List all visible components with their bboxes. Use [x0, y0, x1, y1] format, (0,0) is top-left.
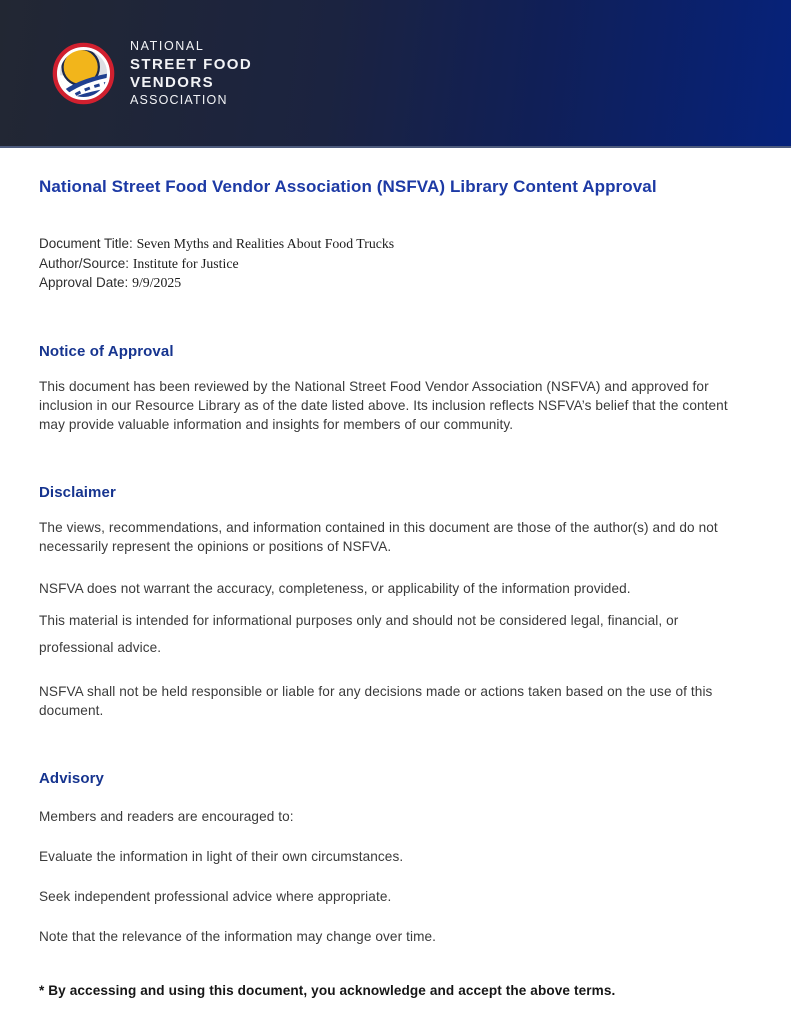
meta-approval-date-value: 9/9/2025	[132, 275, 182, 290]
logo-line-vendors: VENDORS	[130, 73, 214, 91]
section-advisory	[39, 770, 751, 946]
advisory-paragraph: Members and readers are encouraged to:	[39, 808, 294, 824]
advisory-paragraph: Evaluate the information in light of their own circumstances.	[39, 848, 404, 864]
disclaimer-paragraph: NSFVA shall not be held responsible or liable for any decisions made or actions taken based on the use of this document.	[39, 683, 713, 718]
meta-document-title	[39, 234, 751, 254]
advisory-paragraph: Note that the relevance of the information may change over time.	[39, 928, 437, 944]
section-heading-disclaimer: Disclaimer	[39, 483, 116, 501]
notice-paragraph: This document has been reviewed by the National Street Food Vendor Association (NSFVA) and approved for inclusion in our Resource Library as of the date listed above. Its inclusion reflects NSFVA’s belief that the content may provide valuable information and insights for members of our community.	[39, 378, 728, 432]
section-disclaimer	[39, 484, 751, 720]
document-body	[0, 177, 791, 998]
nsfva-logo-icon	[50, 40, 117, 107]
meta-approval-date	[39, 273, 751, 293]
logo-line-street-food: STREET FOOD	[130, 55, 253, 73]
advisory-paragraph: Seek independent professional advice where appropriate.	[39, 888, 392, 904]
logo-wordmark	[130, 40, 252, 106]
section-heading-advisory: Advisory	[39, 769, 104, 787]
section-heading-notice: Notice of Approval	[39, 342, 174, 360]
meta-document-title-label: Document Title:	[39, 236, 133, 251]
logo-line-national: NATIONAL	[130, 39, 205, 53]
meta-author-source	[39, 254, 751, 274]
disclaimer-paragraph: This material is intended for informational purposes only and should not be considered legal, financial, or professional advice.	[39, 612, 679, 655]
meta-author-source-label: Author/Source:	[39, 255, 130, 271]
meta-document-title-value: Seven Myths and Realities About Food Trucks	[136, 236, 395, 251]
meta-approval-date-label: Approval Date:	[39, 275, 129, 290]
disclaimer-paragraph: NSFVA does not warrant the accuracy, completeness, or applicability of the information provided.	[39, 580, 631, 596]
logo-line-association: ASSOCIATION	[130, 92, 228, 107]
terms-acknowledgement: * By accessing and using this document, you acknowledge and accept the above terms.	[39, 982, 616, 998]
nsfva-logo	[50, 40, 252, 107]
metadata-block	[39, 234, 751, 293]
header-banner	[0, 0, 791, 148]
section-notice-of-approval	[39, 343, 751, 434]
page-title: National Street Food Vendor Association (NSFVA) Library Content Approval	[39, 177, 657, 196]
disclaimer-paragraph: The views, recommendations, and information contained in this document are those of the author(s) and do not necessarily represent the opinions or positions of NSFVA.	[39, 519, 718, 554]
meta-author-source-value: Institute for Justice	[132, 255, 239, 271]
